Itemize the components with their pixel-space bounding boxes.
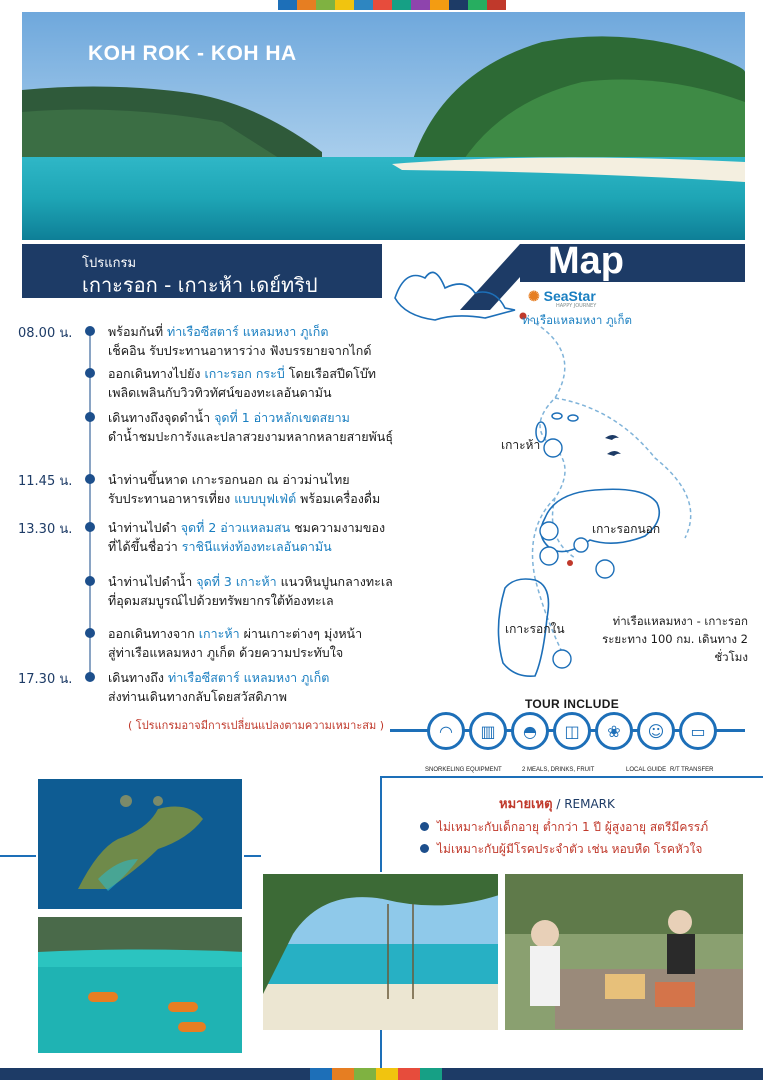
guide-icon: ☺ — [637, 712, 675, 750]
map-label-pier: ท่าเรือแหลมหงา ภูเก็ต — [522, 313, 632, 327]
include-label-meals: 2 MEALS, DRINKS, FRUIT — [522, 767, 595, 773]
timeline-text: ออกเดินทางจาก เกาะห้า ผ่านเกาะต่างๆ มุ่งหน้า สู่ท่าเรือแหลมหงา ภูเก็ต ด้วยความประทับใจ — [108, 626, 363, 660]
map-label-koh-rok-nok: เกาะรอกนอก — [592, 522, 661, 536]
program-banner — [22, 244, 382, 298]
timeline-line — [89, 328, 91, 678]
program-disclaimer: ( โปรแกรมอาจมีการเปลี่ยนแปลงตามความเหมาะสม ) — [128, 719, 384, 732]
include-label-guide: LOCAL GUIDE — [626, 767, 667, 773]
photo-buffet-lunch — [503, 872, 745, 1032]
decor-line — [243, 855, 261, 857]
timeline-dot — [85, 576, 95, 586]
photo-beach-swing — [261, 872, 500, 1032]
timeline-dot — [85, 628, 95, 638]
fruit-icon: ❀ — [595, 712, 633, 750]
rok-marker — [567, 560, 573, 566]
van-icon: ▭ — [679, 712, 717, 750]
phuket-coastline — [395, 272, 515, 320]
timeline-dot — [85, 522, 95, 532]
hero-title: KOH ROK - KOH HA — [88, 42, 297, 65]
hero-photo — [22, 12, 745, 240]
photo-snorkeling — [36, 915, 244, 1055]
timeline-text: ออกเดินทางไปยัง เกาะรอก กระบี่ โดยเรือสปีดโบ๊ท เพลิดเพลินกับวิวทิวทัศน์ของทะเลอันดามัน — [108, 366, 376, 400]
timeline-dot — [85, 326, 95, 336]
dolphin-icon — [607, 451, 621, 456]
seastar-logo: ✺ SeaStar — [528, 288, 596, 304]
timeline-dot — [85, 368, 95, 378]
remark-item: ไม่เหมาะกับเด็กอายุ ต่ำกว่า 1 ปี ผู้สูงอายุ สตรีมีครรภ์ — [420, 818, 708, 837]
bottom-color-stripes — [310, 1068, 442, 1080]
timeline-dot — [85, 672, 95, 682]
timeline-text: พร้อมกันที่ ท่าเรือซีสตาร์ แหลมหงา ภูเก็ต เช็คอิน รับประทานอาหารว่าง ฟังบรรยายจากไกด์ — [108, 324, 372, 358]
map-label-koh-rok-nai: เกาะรอกใน — [505, 622, 565, 636]
drink-icon: ◫ — [553, 712, 591, 750]
timeline-text: นำท่านไปดำ จุดที่ 2 อ่าวแหลมสน ชมความงามของ ที่ได้ขึ้นชื่อว่า ราชินีแห่งท้องทะเลอันดามัน — [108, 520, 386, 554]
timeline-time: 17.30 น. — [18, 672, 73, 687]
life-jacket-icon: ▥ — [469, 712, 507, 750]
timeline-text: นำท่านไปดำน้ำ จุดที่ 3 เกาะห้า แนวหินปูนกลางทะเล ที่อุดมสมบูรณ์ไปด้วยทรัพยากรใต้ท้องทะเล — [108, 574, 393, 608]
program-title: เกาะรอก - เกาะห้า เดย์ทริป — [82, 273, 318, 297]
top-color-stripes — [278, 0, 506, 10]
seastar-tagline: HAPPY JOURNEY — [556, 303, 597, 309]
timeline-time: 11.45 น. — [18, 474, 73, 489]
timeline-text: เดินทางถึง ท่าเรือซีสตาร์ แหลมหงา ภูเก็ต ส่งท่านเดินทางกลับโดยสวัสดิภาพ — [108, 670, 330, 704]
timeline-dot — [85, 412, 95, 422]
include-label-transfer: R/T TRANSFER — [670, 767, 714, 773]
timeline-text: นำท่านขึ้นหาด เกาะรอกนอก ณ อ่าวม่านไทย รับประทานอาหารเที่ยง แบบบุฟเฟ่ต์ พร้อมเครื่องดื่ม — [108, 472, 381, 506]
timeline-text: เดินทางถึงจุดดำน้ำ จุดที่ 1 อ่าวหลักเขตสยาม ดำน้ำชมปะการังและปลาสวยงามหลากหลายสายพันธุ์ — [108, 410, 393, 444]
tour-include-title: TOUR INCLUDE — [525, 697, 620, 711]
program-label-small: โปรแกรม — [82, 256, 137, 271]
tour-include-icons — [427, 712, 717, 750]
map-title: Map — [548, 240, 624, 282]
meal-icon: ◓ — [511, 712, 549, 750]
route-line-2 — [555, 398, 691, 538]
koh-ha-islet — [568, 415, 578, 421]
dolphin-icon — [605, 435, 619, 440]
timeline-time: 13.30 น. — [18, 522, 73, 537]
map-label-koh-ha: เกาะห้า — [501, 438, 541, 452]
include-label-snorkel: SNORKELING EQUIPMENT — [425, 767, 502, 773]
decor-line — [0, 855, 36, 857]
snorkel-icon: ◠ — [427, 712, 465, 750]
route-distance-note: ท่าเรือแหลมหงา - เกาะรอก ระยะทาง 100 กม. เดินทาง 2 ชั่วโมง — [602, 614, 748, 664]
timeline-time: 08.00 น. — [18, 326, 73, 341]
koh-ha-islet — [552, 413, 562, 419]
remark-title: หมายเหตุ / REMARK — [499, 797, 615, 812]
timeline-dot — [85, 474, 95, 484]
remark-item: ไม่เหมาะกับผู้มีโรคประจำตัว เช่น หอบหืด โรคหัวใจ — [420, 840, 702, 859]
photo-aerial-island — [36, 777, 244, 911]
